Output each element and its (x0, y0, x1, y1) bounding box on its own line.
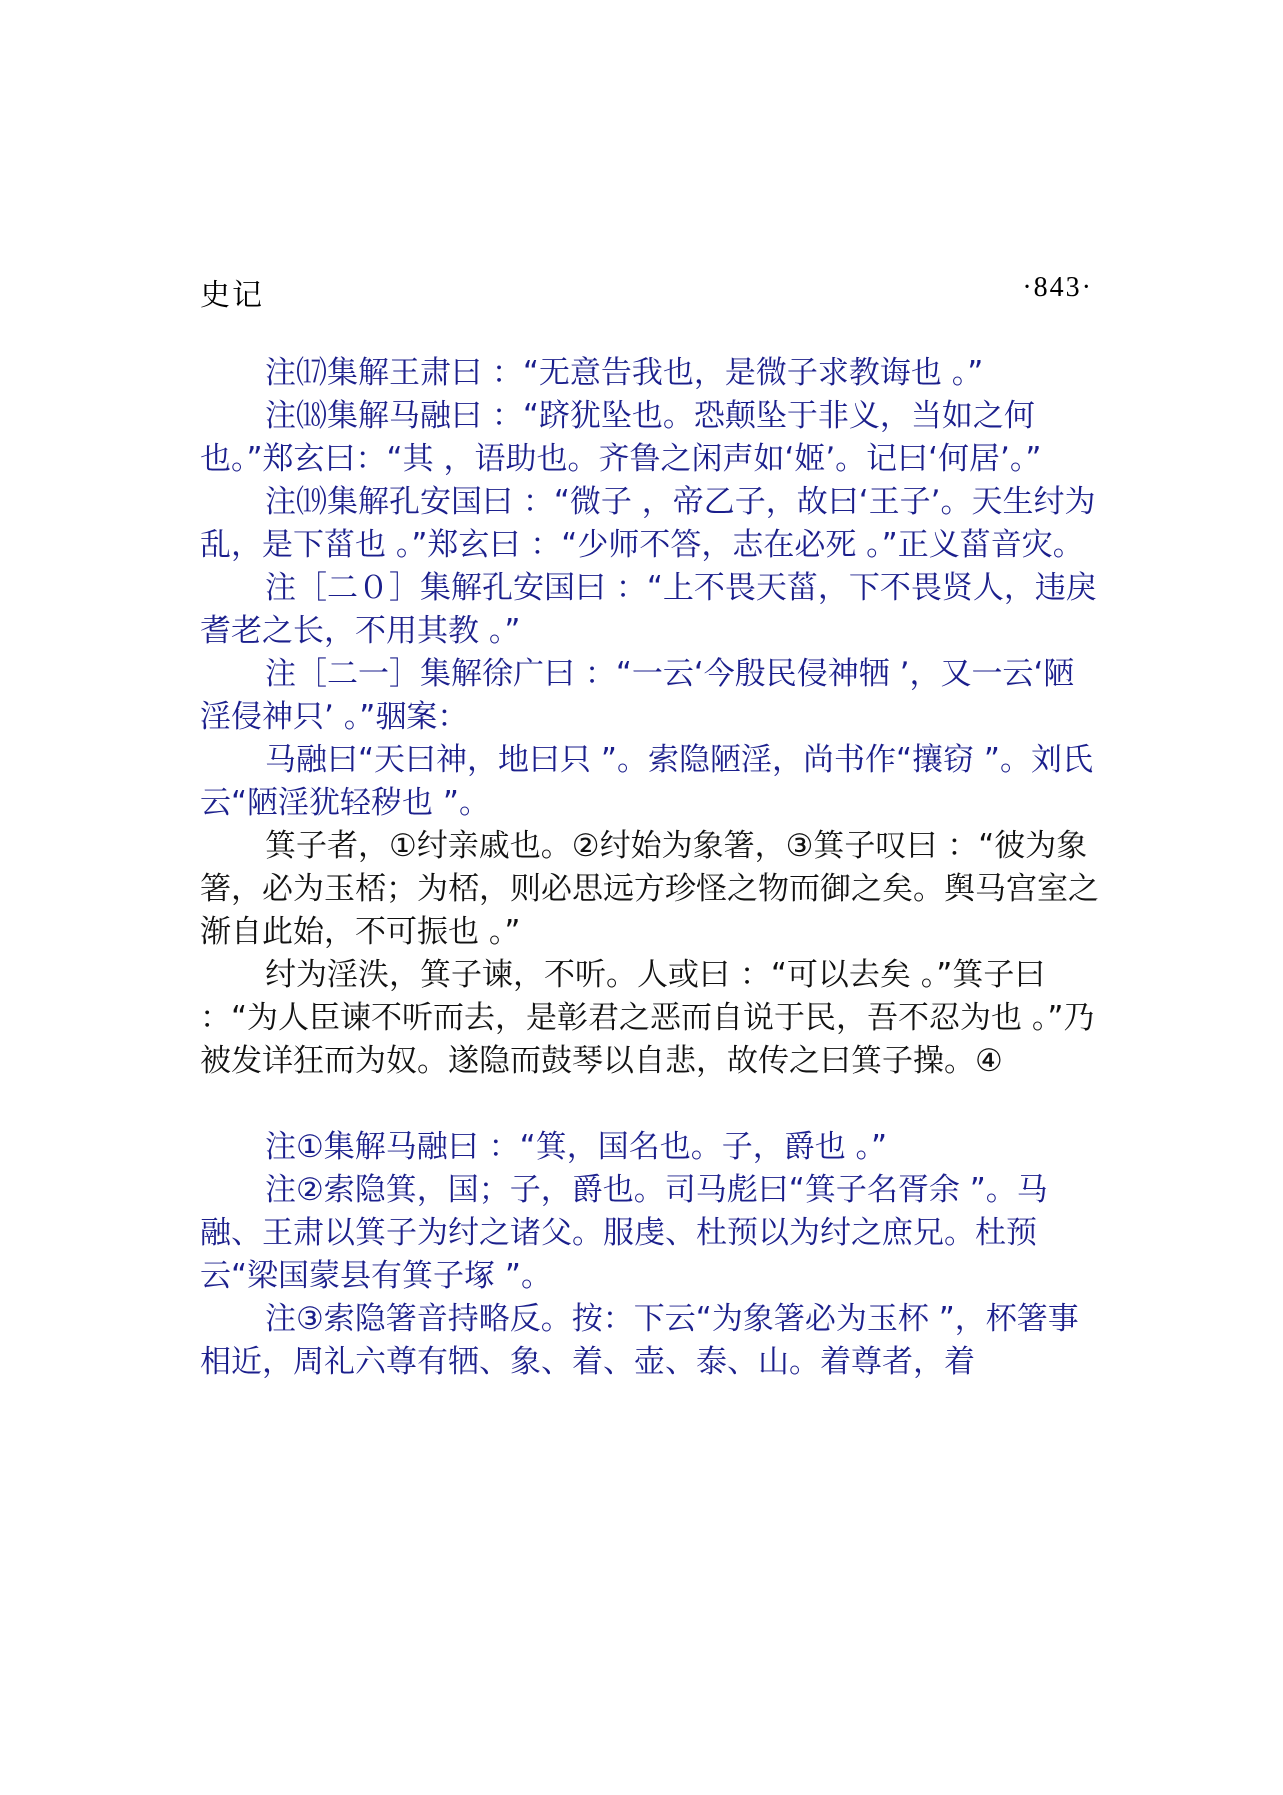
book-title: 史记 (200, 278, 264, 313)
running-header (200, 270, 1093, 313)
page-number: ·843· (1022, 272, 1093, 303)
main-text-paragraph: 纣为淫泆，箕子谏，不听。人或曰 ：“可以去矣 。”箕子曰 ：“为人臣谏不听而去，是彰君之恶而自说于民，吾不忍为也 。”乃被发详狂而为奴。遂隐而鼓琴以自悲，故传之曰箕子操。④ (200, 957, 1095, 1079)
section-gap (200, 1083, 1100, 1126)
main-text-paragraph: 箕子者，①纣亲戚也。②纣始为象箸，③箕子叹曰 ：“彼为象箸，必为玉桮；为桮，则必思远方珍怪之物而御之矣。舆马宫室之渐自此始，不可振也 。” (200, 828, 1099, 950)
annotation-paragraph: 注③索隐箸音持略反。按：下云“为象箸必为玉杯 ”，杯箸事相近，周礼六尊有牺、象、着、壶、泰、山。着尊者，着 (200, 1301, 1079, 1380)
annotation-paragraph: 注⒆集解孔安国曰 ：“微子 ，帝乙子，故曰‘王子’。天生纣为乱，是下菑也 。”郑玄曰 ：“少师不答，志在必死 。”正义菑音灾。 (200, 484, 1096, 563)
annotation-paragraph: 马融曰“天曰神，地曰只 ”。索隐陋淫，尚书作“攘窃 ”。刘氏云“陋淫犹轻秽也 ”。 (200, 742, 1093, 821)
annotation-paragraph: 注［二一］集解徐广曰 ：“一云‘今殷民侵神牺 ’，又一云‘陋淫侵神只’ 。”骃案： (200, 656, 1075, 735)
annotation-paragraph: 注①集解马融曰 ：“箕，国名也。子，爵也 。” (265, 1129, 888, 1165)
text-body (200, 352, 1100, 1384)
annotation-paragraph: 注［二０］集解孔安国曰 ：“上不畏天菑，下不畏贤人，违戾耆老之长，不用其教 。” (200, 570, 1097, 649)
annotation-paragraph: 注⒅集解马融曰 ：“跻犹坠也。恐颠坠于非义，当如之何也。”郑玄曰：“其 ，语助也。齐鲁之闲声如‘姬’。记曰‘何居’。” (200, 398, 1042, 477)
annotation-paragraph: 注⒄集解王肃曰 ：“无意告我也，是微子求教诲也 。” (265, 355, 984, 391)
annotation-paragraph: 注②索隐箕，国；子，爵也。司马彪曰“箕子名胥余 ”。马融、王肃以箕子为纣之诸父。服虔、杜预以为纣之庶兄。杜预云“梁国蒙县有箕子塚 ”。 (200, 1172, 1048, 1294)
